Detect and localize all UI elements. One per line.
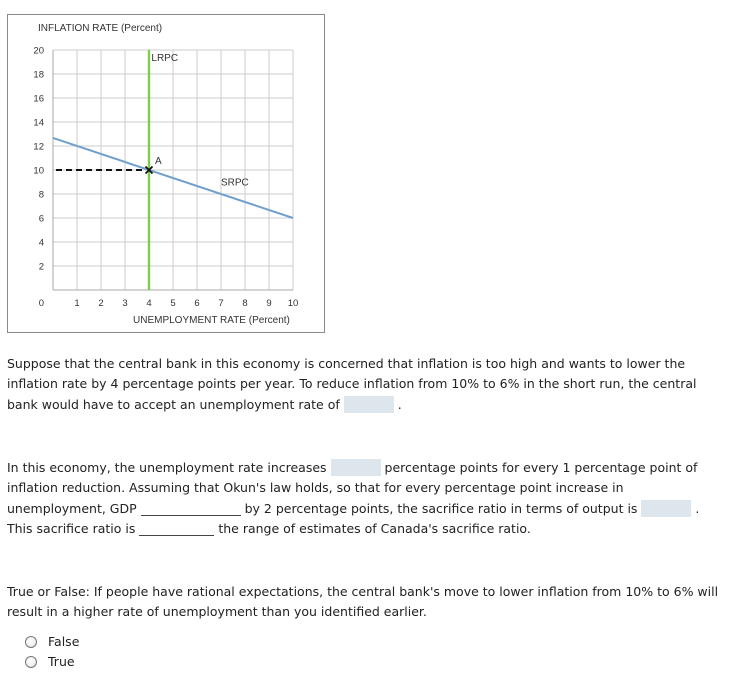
unemployment-increase-dropdown[interactable] (331, 459, 381, 476)
x-tick-label: 2 (98, 298, 104, 309)
x-tick-label: 5 (170, 298, 176, 309)
x-tick-label: 8 (242, 298, 248, 309)
question-2-text-c: by 2 percentage points, the sacrifice ratio in terms of output is (244, 500, 638, 516)
y-tick-label: 10 (33, 165, 44, 177)
radio-false[interactable] (25, 636, 37, 648)
y-tick-label: 6 (38, 213, 44, 225)
question-2 (7, 458, 719, 539)
option-true[interactable] (25, 654, 75, 669)
x-tick-label: 4 (146, 298, 152, 309)
y-tick-label: 18 (33, 69, 44, 81)
y-tick-label: 8 (38, 189, 44, 201)
question-2-text-e: the range of estimates of Canada's sacrifice ratio. (218, 520, 531, 536)
x-tick-label: 10 (287, 298, 299, 309)
unemployment-rate-dropdown[interactable] (344, 396, 394, 413)
y-tick-label: 12 (33, 141, 44, 153)
x-tick-label: 3 (122, 298, 128, 309)
question-3 (7, 582, 719, 623)
x-tick-label: 6 (194, 298, 200, 309)
radio-true[interactable] (25, 656, 37, 668)
y-tick-label: 14 (33, 117, 44, 129)
sacrifice-ratio-dropdown[interactable] (641, 500, 691, 517)
y-axis-title: INFLATION RATE (Percent) (38, 23, 163, 34)
option-false[interactable] (25, 634, 79, 649)
series-label-srpc: SRPC (221, 177, 249, 189)
chart-svg (8, 15, 326, 334)
y-tick-label: 16 (33, 93, 44, 105)
series-label-lrpc: LRPC (151, 52, 179, 64)
option-false-label: False (48, 634, 80, 649)
y-tick-label-zero: 0 (38, 298, 44, 309)
point-a-label: A (155, 156, 162, 167)
question-1-period: . (397, 396, 402, 412)
gdp-change-dropdown[interactable] (141, 501, 241, 516)
phillips-curve-chart (7, 14, 325, 333)
question-1 (7, 354, 719, 415)
question-1-text: Suppose that the central bank in this economy is concerned that inflation is too high and wants to lower the inflation rate by 4 percentage points per year. To reduce inflation from 10% to 6% in the short run, the central bank would have to accept an unemployment rate of (7, 356, 697, 412)
question-3-text: True or False: If people have rational expectations, the central bank's move to lower inflation from 10% to 6% will result in a higher rate of unemployment than you identified earlier. (7, 584, 719, 620)
question-2-text-d: . This sacrifice ratio is (7, 500, 700, 536)
question-2-text-b: percentage points for every 1 percentage point of inflation reduction. Assuming that Okun's law holds, so that for every percentage point increase in unemployment, GDP (7, 460, 698, 516)
x-tick-label: 9 (266, 298, 272, 309)
y-tick-label: 20 (33, 45, 44, 57)
y-tick-label: 4 (38, 237, 44, 249)
x-tick-label: 1 (74, 298, 80, 309)
y-tick-label: 2 (38, 261, 44, 273)
option-true-label: True (48, 654, 75, 669)
x-axis-title: UNEMPLOYMENT RATE (Percent) (133, 315, 290, 326)
question-2-text-a: In this economy, the unemployment rate increases (7, 460, 327, 475)
x-tick-label: 7 (218, 298, 224, 309)
range-comparison-dropdown[interactable] (139, 521, 214, 536)
